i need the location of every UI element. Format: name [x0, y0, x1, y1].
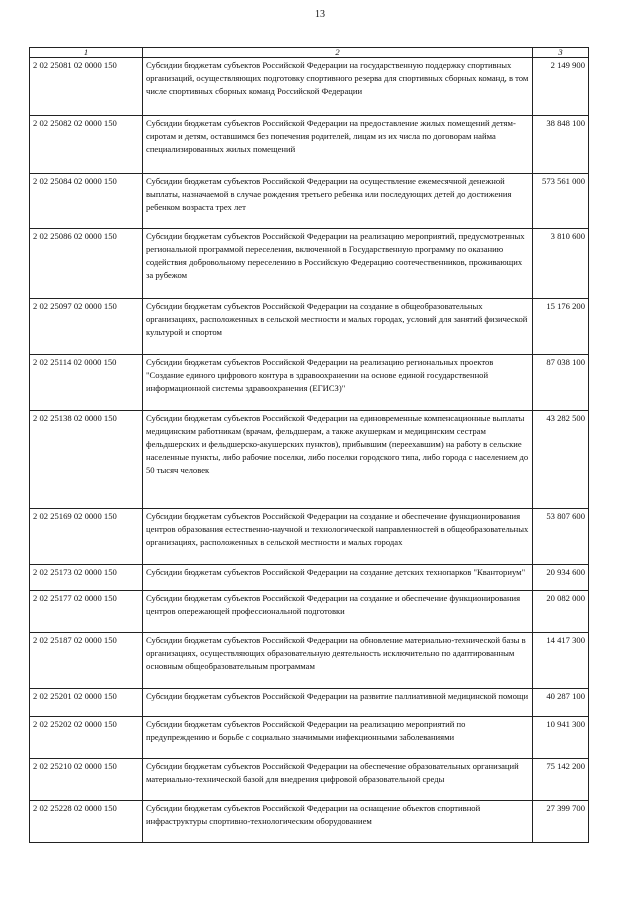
table-row [30, 565, 589, 591]
row-amount: 3 810 600 [533, 229, 589, 299]
table-row [30, 174, 589, 229]
table-row [30, 355, 589, 411]
row-amount: 53 807 600 [533, 509, 589, 565]
row-description: Субсидии бюджетам субъектов Российской Федерации на обновление материально-технической базы в организациях, осуществляющих образовательную деятельность исключительно по адаптированным основным общеобразовательным программам [143, 633, 533, 689]
table-row [30, 509, 589, 565]
row-code: 2 02 25097 02 0000 150 [30, 299, 143, 355]
table-row [30, 411, 589, 509]
row-code: 2 02 25082 02 0000 150 [30, 116, 143, 174]
row-description: Субсидии бюджетам субъектов Российской Федерации на оснащение объектов спортивной инфраструктуры спортивно-технологическим оборудованием [143, 801, 533, 843]
row-amount: 20 934 600 [533, 565, 589, 591]
column-header-3: 3 [533, 48, 589, 58]
row-description: Субсидии бюджетам субъектов Российской Федерации на создание детских технопарков "Кванториум" [143, 565, 533, 591]
row-code: 2 02 25177 02 0000 150 [30, 591, 143, 633]
table-row [30, 759, 589, 801]
row-amount: 87 038 100 [533, 355, 589, 411]
row-description: Субсидии бюджетам субъектов Российской Федерации на создание и обеспечение функционирования центров опережающей профессиональной подготовки [143, 591, 533, 633]
row-amount: 40 287 100 [533, 689, 589, 717]
row-amount: 573 561 000 [533, 174, 589, 229]
table-row [30, 229, 589, 299]
row-code: 2 02 25086 02 0000 150 [30, 229, 143, 299]
row-amount: 14 417 300 [533, 633, 589, 689]
row-amount: 15 176 200 [533, 299, 589, 355]
table-header-row [30, 48, 589, 58]
row-description: Субсидии бюджетам субъектов Российской Федерации на реализацию региональных проектов "Создание единого цифрового контура в здравоохранении на основе единой государственной информационной системы здравоохранения (ЕГИСЗ)" [143, 355, 533, 411]
table-row [30, 591, 589, 633]
row-description: Субсидии бюджетам субъектов Российской Федерации на реализацию мероприятий, предусмотренных региональной программой переселения, включенной в Государственную программу по оказанию содействия добровольному переселению в Российскую Федерацию соотечественников, проживающих за рубежом [143, 229, 533, 299]
row-amount: 38 848 100 [533, 116, 589, 174]
row-description: Субсидии бюджетам субъектов Российской Федерации на предоставление жилых помещений детям-сиротам и детям, оставшимся без попечения родителей, лицам из их числа по договорам найма специализированных жилых помещений [143, 116, 533, 174]
table-row [30, 689, 589, 717]
column-header-1: 1 [30, 48, 143, 58]
row-amount: 43 282 500 [533, 411, 589, 509]
row-description: Субсидии бюджетам субъектов Российской Федерации на создание и обеспечение функционирования центров образования естественно-научной и технологической направленностей в общеобразовательных организациях, расположенных в сельской местности и малых городах [143, 509, 533, 565]
row-code: 2 02 25187 02 0000 150 [30, 633, 143, 689]
row-description: Субсидии бюджетам субъектов Российской Федерации на обеспечение образовательных организаций материально-технической базой для внедрения цифровой образовательной среды [143, 759, 533, 801]
table-row [30, 116, 589, 174]
row-amount: 75 142 200 [533, 759, 589, 801]
table-row [30, 633, 589, 689]
row-code: 2 02 25228 02 0000 150 [30, 801, 143, 843]
row-code: 2 02 25169 02 0000 150 [30, 509, 143, 565]
row-code: 2 02 25138 02 0000 150 [30, 411, 143, 509]
row-code: 2 02 25202 02 0000 150 [30, 717, 143, 759]
table-row [30, 299, 589, 355]
row-code: 2 02 25081 02 0000 150 [30, 58, 143, 116]
row-description: Субсидии бюджетам субъектов Российской Федерации на государственную поддержку спортивных организаций, осуществляющих подготовку спортивного резерва для спортивных сборных команд, в том числе спортивных сборных команд Российской Федерации [143, 58, 533, 116]
row-description: Субсидии бюджетам субъектов Российской Федерации на реализацию мероприятий по предупреждению и борьбе с социально значимыми инфекционными заболеваниями [143, 717, 533, 759]
table-row [30, 717, 589, 759]
row-amount: 2 149 900 [533, 58, 589, 116]
row-description: Субсидии бюджетам субъектов Российской Федерации на осуществление ежемесячной денежной выплаты, назначаемой в случае рождения третьего ребенка или последующих детей до достижения ребенком возраста трех лет [143, 174, 533, 229]
row-code: 2 02 25173 02 0000 150 [30, 565, 143, 591]
column-header-2: 2 [143, 48, 533, 58]
row-description: Субсидии бюджетам субъектов Российской Федерации на создание в общеобразовательных организациях, расположенных в сельской местности и малых городах, условий для занятий физической культурой и спортом [143, 299, 533, 355]
row-amount: 10 941 300 [533, 717, 589, 759]
budget-table [29, 47, 589, 843]
row-code: 2 02 25201 02 0000 150 [30, 689, 143, 717]
row-code: 2 02 25210 02 0000 150 [30, 759, 143, 801]
row-description: Субсидии бюджетам субъектов Российской Федерации на развитие паллиативной медицинской помощи [143, 689, 533, 717]
row-description: Субсидии бюджетам субъектов Российской Федерации на единовременные компенсационные выплаты медицинским работникам (врачам, фельдшерам, а также акушеркам и медицинским сестрам фельдшерских и фельдшерско-акушерских пунктов), прибывшим (переехавшим) на работу в сельские населенные пункты, либо рабочие поселки, либо поселки городского типа, либо города с населением до 50 тысяч человек [143, 411, 533, 509]
page-number: 13 [315, 9, 325, 20]
row-code: 2 02 25084 02 0000 150 [30, 174, 143, 229]
row-amount: 20 082 000 [533, 591, 589, 633]
row-code: 2 02 25114 02 0000 150 [30, 355, 143, 411]
row-amount: 27 399 700 [533, 801, 589, 843]
table-row [30, 58, 589, 116]
table-row [30, 801, 589, 843]
